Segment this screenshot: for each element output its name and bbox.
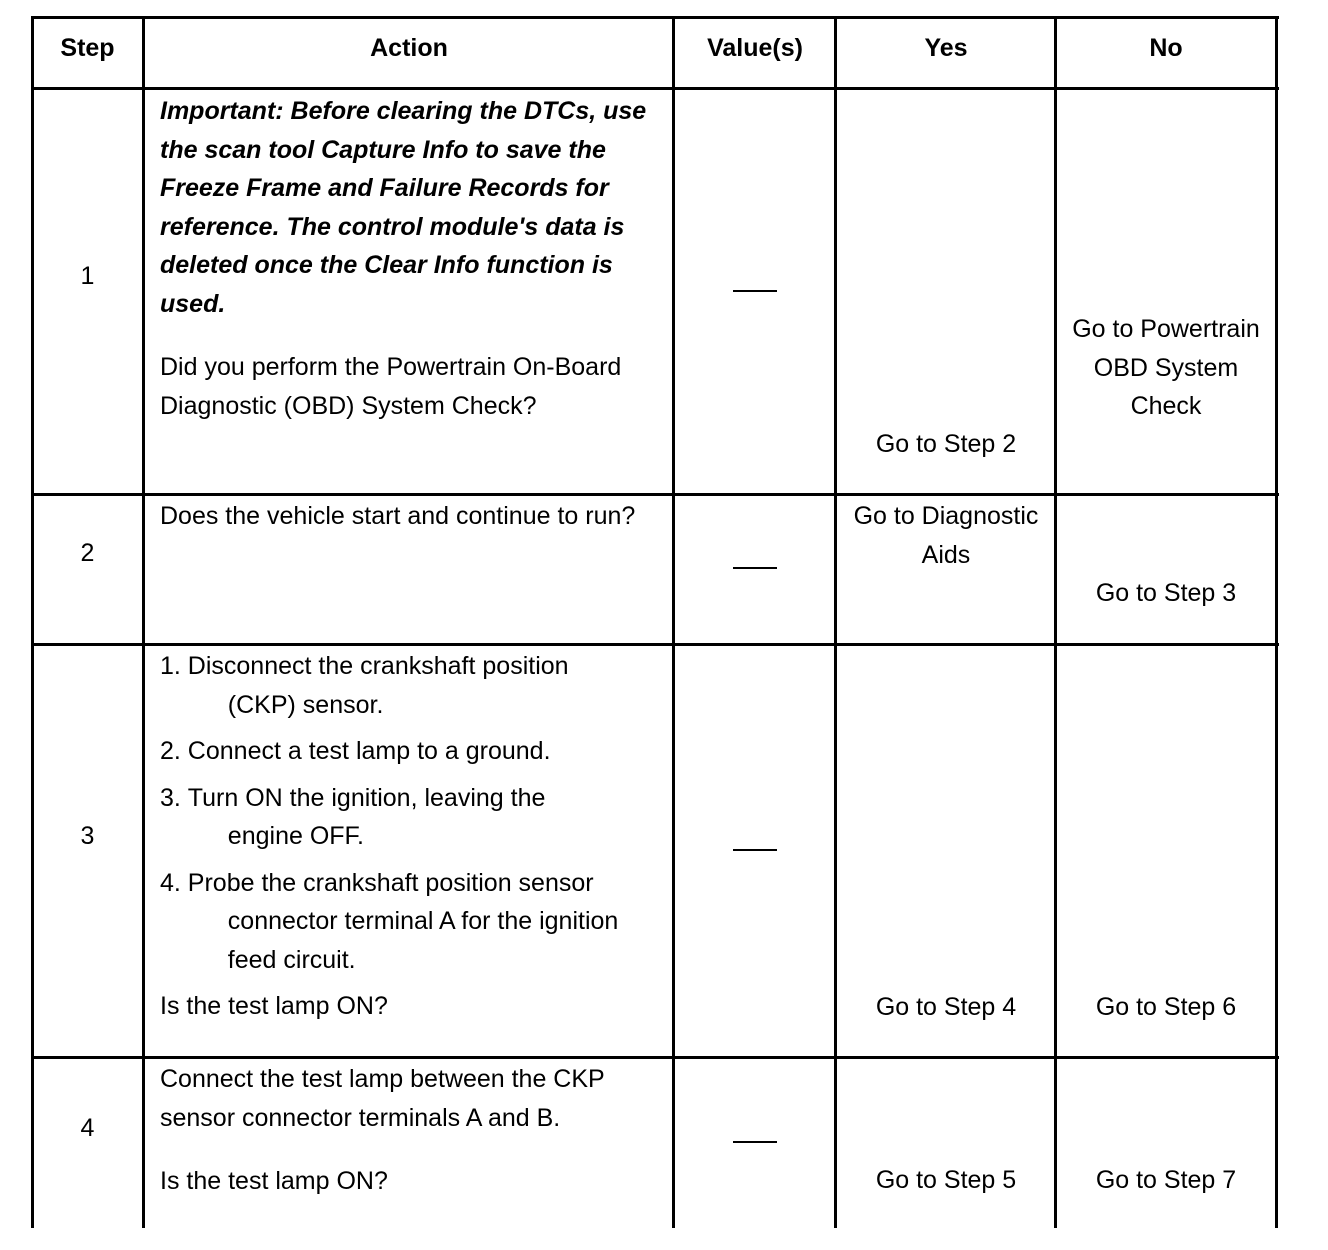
action-cell: [160, 1060, 680, 1201]
step-number: 4: [80, 1114, 95, 1142]
value-dash: [733, 567, 777, 569]
no-result: Go to Step 6: [1095, 993, 1237, 1021]
header-step: Step: [60, 34, 115, 62]
question: Did you perform the Powertrain On-Board Diagnostic (OBD) System Check?: [160, 353, 622, 420]
header-divider: [31, 87, 1279, 90]
table-border-top: [31, 16, 1279, 19]
list-item: 2. Connect a test lamp to a ground.: [160, 737, 551, 765]
question: Is the test lamp ON?: [160, 1167, 388, 1195]
yes-result: Go to Step 2: [875, 430, 1017, 458]
row-divider: [31, 643, 1279, 646]
instruction: Connect the test lamp between the CKP sensor connector terminals A and B.: [160, 1065, 605, 1132]
no-result: Go to Step 3: [1095, 579, 1237, 607]
column-divider: [834, 16, 837, 1228]
question: Is the test lamp ON?: [160, 992, 388, 1020]
list-item: 4. Probe the crankshaft position sensor connector terminal A for the ignition feed circuit.: [160, 868, 619, 974]
action-cell: [160, 647, 680, 1026]
yes-result: Go to Diagnostic Aids: [853, 502, 1039, 569]
no-result: Go to Step 7: [1095, 1166, 1237, 1194]
no-result: Go to Powertrain OBD System Check: [1072, 315, 1260, 420]
header-yes: Yes: [924, 34, 968, 62]
table-border-left: [31, 16, 34, 1228]
list-item: 3. Turn ON the ignition, leaving the engine OFF.: [160, 783, 546, 850]
step-number: 1: [80, 262, 95, 290]
value-dash: [733, 290, 777, 292]
table-border-right: [1275, 16, 1278, 1228]
value-dash: [733, 1141, 777, 1143]
column-divider: [1054, 16, 1057, 1228]
question: Does the vehicle start and continue to run?: [160, 502, 636, 530]
important-note: Important: Before clearing the DTCs, use the scan tool Capture Info to save the Freeze Frame and Failure Records for reference. The control module's data is deleted once the Clear Info function is used.: [160, 97, 647, 318]
step-number: 3: [80, 822, 95, 850]
header-no: No: [1149, 34, 1183, 62]
action-cell: [160, 92, 680, 425]
list-item: 1. Disconnect the crankshaft position (CKP) sensor.: [160, 652, 569, 719]
row-divider: [31, 493, 1279, 496]
row-divider: [31, 1056, 1279, 1059]
header-values: Value(s): [707, 34, 803, 62]
value-dash: [733, 849, 777, 851]
header-action: Action: [370, 34, 448, 62]
column-divider: [142, 16, 145, 1228]
yes-result: Go to Step 5: [875, 1166, 1017, 1194]
diagnostic-table: [31, 16, 1279, 1228]
step-number: 2: [80, 539, 95, 567]
yes-result: Go to Step 4: [875, 993, 1017, 1021]
